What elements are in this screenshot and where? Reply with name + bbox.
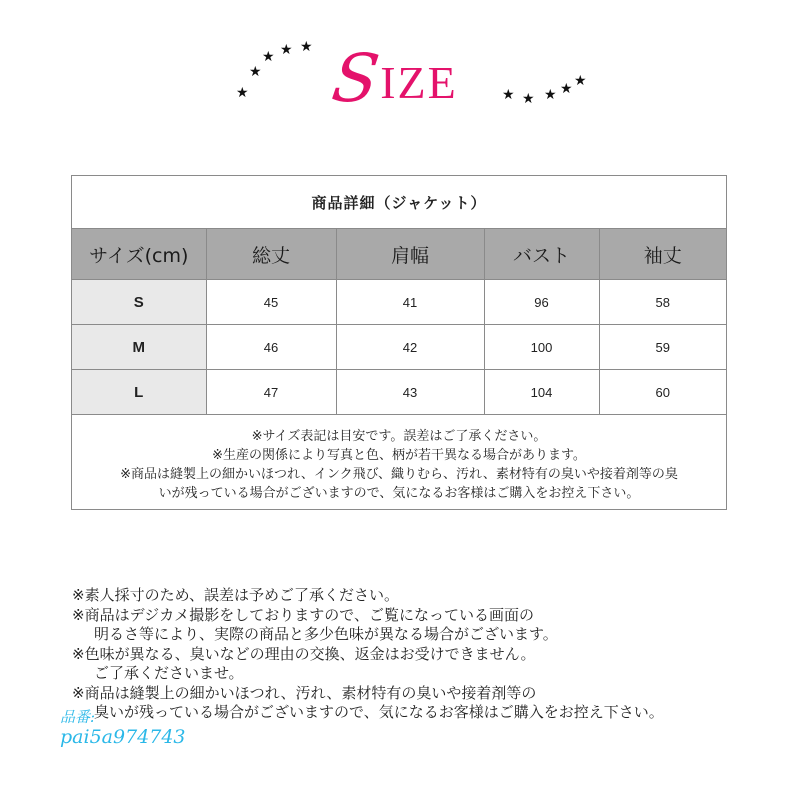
star-icon: ★ (560, 81, 573, 97)
star-icon: ★ (544, 87, 557, 103)
star-icon: ★ (574, 73, 587, 89)
cell-sleeve: 58 (599, 280, 726, 325)
row-size-label: L (72, 370, 206, 415)
cell-bust: 104 (484, 370, 599, 415)
table-header-row (72, 229, 726, 280)
cell-sleeve: 59 (599, 325, 726, 370)
table-row (72, 325, 726, 370)
note-line: いが残っている場合がございますので、気になるお客様はご購入をお控え下さい。 (158, 486, 640, 501)
table-row (72, 370, 726, 415)
column-header-bust: バスト (484, 229, 599, 280)
cell-bust: 96 (484, 280, 599, 325)
product-code-value: pai5a974743 (60, 726, 186, 748)
star-icon: ★ (236, 85, 249, 101)
size-title-rest: IZE (380, 57, 458, 108)
disclaimer-line: ※素人採寸のため、誤差は予めご了承ください。 (72, 586, 399, 604)
disclaimer-line: ※色味が異なる、臭いなどの理由の交換、返金はお受けできません。 (72, 644, 536, 663)
cell-length: 46 (206, 325, 336, 370)
size-title-initial: S (327, 40, 384, 117)
cell-length: 45 (206, 280, 336, 325)
cell-length: 47 (206, 370, 336, 415)
table-title: 商品詳細（ジャケット） (72, 176, 726, 229)
cell-bust: 100 (484, 325, 599, 370)
star-icon: ★ (300, 39, 313, 55)
size-grid (72, 229, 726, 415)
row-size-label: S (72, 280, 206, 325)
size-table (71, 175, 727, 510)
product-code-watermark (60, 708, 186, 748)
row-size-label: M (72, 325, 206, 370)
column-header-size: サイズ(cm) (72, 229, 206, 280)
cell-sleeve: 60 (599, 370, 726, 415)
table-row (72, 280, 726, 325)
disclaimer-line: ※商品は縫製上の細かいほつれ、汚れ、素材特有の臭いや接着剤等の (72, 683, 537, 702)
disclaimer-line: 明るさ等により、実際の商品と多少色味が異なる場合がございます。 (94, 625, 558, 643)
cell-shoulder: 42 (336, 325, 484, 370)
star-icon: ★ (522, 91, 535, 107)
star-icon: ★ (262, 49, 275, 65)
cell-shoulder: 43 (336, 370, 484, 415)
disclaimer-line: ※商品はデジカメ撮影をしておりますので、ご覧になっている画面の (72, 605, 534, 624)
column-header-shoulder: 肩幅 (336, 229, 484, 280)
star-icon: ★ (502, 87, 515, 103)
disclaimer-line: 臭いが残っている場合がございますので、気になるお客様はご購入をお控え下さい。 (94, 703, 664, 721)
note-line: ※商品は縫製上の細かいほつれ、インク飛び、織りむら、汚れ、素材特有の臭いや接着剤等の臭 (120, 467, 678, 482)
note-line: ※サイズ表記は目安です。誤差はご了承ください。 (251, 429, 547, 444)
note-line: ※生産の関係により写真と色、柄が若干異なる場合があります。 (212, 448, 586, 463)
column-header-length: 総丈 (206, 229, 336, 280)
product-code-label: 品番: (60, 708, 96, 726)
disclaimer-notes (72, 586, 664, 723)
size-title (327, 32, 458, 117)
column-header-sleeve: 袖丈 (599, 229, 726, 280)
disclaimer-line: ご了承くださいませ。 (94, 664, 244, 682)
table-notes (72, 415, 726, 503)
star-icon: ★ (249, 64, 262, 80)
star-icon: ★ (280, 42, 293, 58)
cell-shoulder: 41 (336, 280, 484, 325)
size-header (0, 22, 800, 122)
